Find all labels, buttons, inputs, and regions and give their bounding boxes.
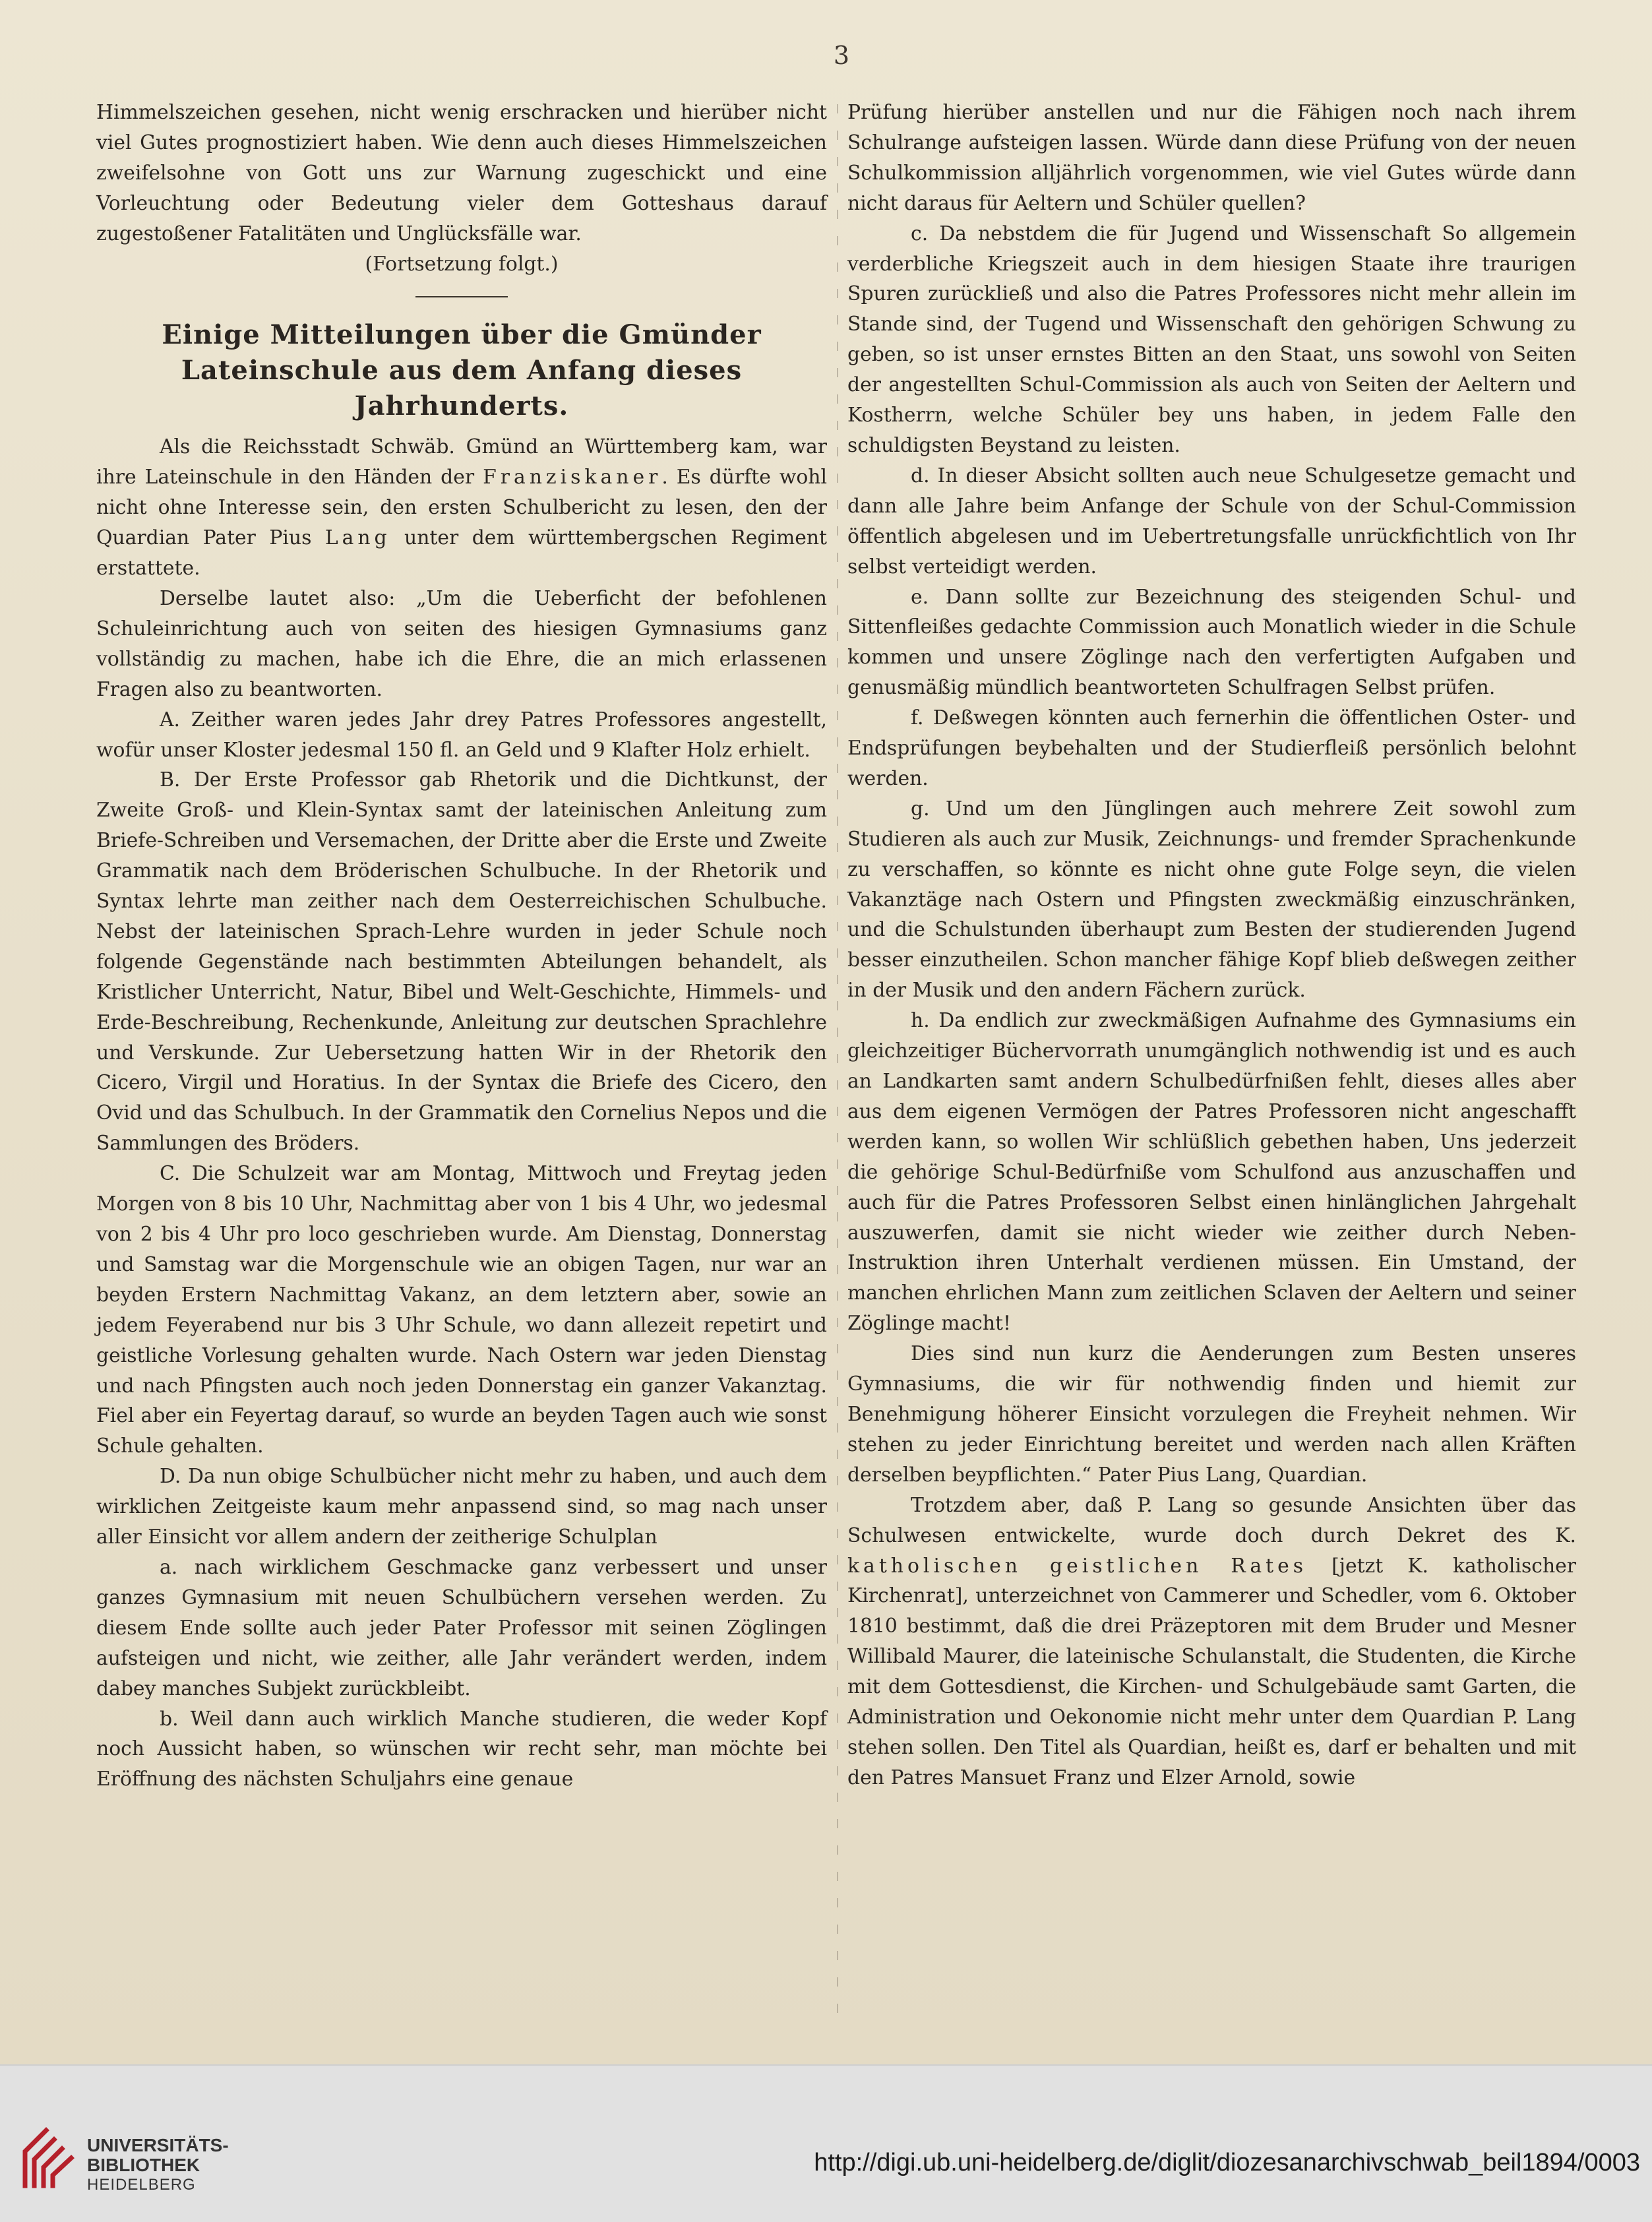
text-run: Trotzdem aber, daß P. Lang so gesunde Ansichten über das Schulwesen entwickelte, wurde doch durch Dekret des K. [847,1493,1576,1547]
paragraph: Dies sind nun kurz die Aenderungen zum Besten unseres Gymnasiums, die wir für nothwendig finden und hiemit zur Benehmigung höherer Einsicht vorzulegen die Freyheit nehmen. Wir stehen zu jeder Einrichtung bereitet und werden nach allen Kräften derselben beypflichten.“ Pater Pius Lang, Quardian. [847,1342,1576,1487]
paragraph: b. Weil dann auch wirklich Manche studieren, die weder Kopf noch Aussicht haben, so wünschen wir recht sehr, man möchte bei Eröffnung des nächsten Schuljahrs eine genaue [96,1707,827,1791]
text-run: unter dem württembergschen Regiment erstattete. [96,526,827,580]
spaced-name: Lang [324,526,391,550]
library-name [87,2136,229,2195]
paragraph: Himmelszeichen gesehen, nicht wenig erschracken und hierüber nicht viel Gutes prognostiziert haben. Wie denn auch dieses Himmelszeichen zweifelsohne von Gott uns zur Warnung zugeschickt und eine Vorleuchtung oder Bedeutung vieler dem Gotteshaus darauf zugestoßener Fatalitäten und Unglücksfälle war. [96,101,827,245]
column-divider [837,104,838,2017]
university-library-logo-icon [20,2125,76,2191]
spaced-emphasis: Franziskaner [483,466,662,489]
paragraph: a. nach wirklichem Geschmacke ganz verbessert und unser ganzes Gymnasium mit neuen Schulbüchern versehen werden. Zu diesem Ende sollte auch jeder Pater Professor mit seinen Zöglingen aufsteigen und nicht, wie zeither, alle Jahr verändert werden, indem dabey manches Subjekt zurückbleibt. [96,1555,827,1700]
paragraph: h. Da endlich zur zweckmäßigen Aufnahme des Gymnasiums ein gleichzeitiger Büchervorrath unumgänglich nothwendig ist und es auch an Landkarten samt andern Schulbedürfnißen fehlt, dieses alles aber aus dem eigenen Vermögen der Patres Professoren nicht angeschafft werden kann, so wollen Wir schlüßlich gebethen haben, Uns jederzeit die gehörige Schul-Bedürfniße vom Schulfond aus anzuschaffen und auch für die Patres Professoren Selbst einen hinlänglichen Jahrgehalt auszuwerfen, damit sie nicht wieder wie zeither durch Neben-Instruktion ihren Unterhalt verdienen müssen. Ein Umstand, der manchen ehrlichen Mann zum zeitlichen Sclaven der Aeltern und seiner Zöglinge macht! [847,1009,1576,1336]
library-name-line: UNIVERSITÄTS- [87,2135,229,2155]
library-name-line: HEIDELBERG [87,2176,196,2194]
paragraph: C. Die Schulzeit war am Montag, Mittwoch und Freytag jeden Morgen von 8 bis 10 Uhr, Nachmittag aber von 1 bis 4 Uhr, wo jedesmal von 2 bis 4 Uhr pro loco geschrieben wurde. Am Dienstag, Donnerstag und Samstag war die Morgenschule wie an obigen Tagen, nur war an beyden Erstern Nachmittag Vakanz, an dem letztern aber, sowie an jedem Feyerabend nur bis 3 Uhr Schule, wo dann allezeit repetirt und geistliche Vorlesung gehalten wurde. Nach Ostern war jeden Dienstag und nach Pfingsten auch noch jeden Donnerstag ein ganzer Vakanztag. Fiel aber ein Feyertag darauf, so wurde an beyden Tagen auch wie sonst Schule gehalten. [96,1162,827,1458]
article-heading: Einige Mitteilungen über die Gmünder Lateinschule aus dem Anfang dieses Jahrhunderts. [162,319,762,422]
text-run: [jetzt K. katholischer Kirchenrat], unterzeichnet von Cammerer und Schedler, vom 6. Oktober 1810 bestimmt, daß die drei Präzeptoren mit dem Bruder und Mesner Willibald Maurer, die lateinische Schulanstalt, die Studenten, die Kirche mit dem Gottesdienst, die Kirchen- und Schulgebäude samt Garten, die Administration und Oekonomie nicht mehr unter dem Quardian P. Lang stehen sollen. Den Titel als Quardian, heißt es, darf er behalten und mit den Patres Mansuet Franz und Elzer Arnold, sowie [847,1554,1577,1789]
section-rule [415,296,508,297]
paragraph: A. Zeither waren jedes Jahr drey Patres Professores angestellt, wofür unser Kloster jedesmal 150 fl. an Geld und 9 Klafter Holz erhielt. [96,708,827,762]
paragraph: g. Und um den Jünglingen auch mehrere Zeit sowohl zum Studieren als auch zur Musik, Zeichnungs- und fremder Sprachenkunde zu verschaffen, so könnte es nicht ohne gute Folge seyn, die vielen Vakanztäge nach Ostern und Pfingsten zweckmäßig einzuschränken, und die Schulstunden überhaupt zum Besten der studierenden Jugend besser einzutheilen. Schon mancher fähige Kopf blieb deßwegen zeither in der Musik und den andern Fächern zurück. [847,797,1576,1003]
paragraph: B. Der Erste Professor gab Rhetorik und die Dichtkunst, der Zweite Groß- und Klein-Syntax samt der lateinischen Anleitung zum Briefe-Schreiben und Versemachen, der Dritte aber die Erste und Zweite Grammatik nach dem Bröderischen Schulbuche. In der Rhetorik und Syntax lehrte man zeither nach dem Oesterreichischen Schulbuche. Nebst der lateinischen Sprach-Lehre wurden in jeder Schule noch folgende Gegenstände nach bestimmten Abteilungen behandelt, als Kristlicher Unterricht, Natur, Bibel und Welt-Geschichte, Himmels- und Erde-Beschreibung, Rechenkunde, Anleitung zur deutschen Sprachlehre und Verskunde. Zur Uebersetzung hatten Wir in der Rhetorik den Cicero, Virgil und Horatius. In der Syntax die Briefe des Cicero, den Ovid und das Schulbuch. In der Grammatik den Cornelius Nepos und die Sammlungen des Bröders. [96,768,827,1156]
footer-bar [0,2064,1652,2222]
source-url-link[interactable]: http://digi.ub.uni-heidelberg.de/diglit/diozesanarchivschwab_beil1894/0003 [814,2149,1640,2176]
continuation-note: (Fortsetzung folgt.) [365,252,559,276]
paragraph: Prüfung hierüber anstellen und nur die Fähigen noch nach ihrem Schulrange aufsteigen lassen. Würde dann diese Prüfung von der neuen Schulkommission alljährlich vorgenommen, wie viel Gutes würde dann nicht daraus für Aeltern und Schüler quellen? [847,101,1576,215]
paragraph: D. Da nun obige Schulbücher nicht mehr zu haben, und auch dem wirklichen Zeitgeiste kaum mehr anpassend sind, so mag nach unser aller Einsicht vor allem andern der zeitherige Schulplan [96,1465,827,1549]
paragraph [96,432,827,584]
library-name-line: BIBLIOTHEK [87,2155,200,2175]
paragraph: Derselbe lautet also: „Um die Ueberficht der befohlenen Schuleinrichtung auch von seiten des hiesigen Gymnasiums ganz vollständig zu machen, habe ich die Ehre, die an mich erlassenen Fragen also zu beantworten. [96,586,827,701]
paragraph: e. Dann sollte zur Bezeichnung des steigenden Schul- und Sittenfleißes gedachte Commission auch Monatlich wieder in die Schule kommen und unsere Zöglinge nach den verfertigten Aufgaben und genusmäßig mündlich beantworteten Schulfragen Selbst prüfen. [847,585,1576,700]
paragraph: f. Deßwegen könnten auch fernerhin die öffentlichen Oster- und Endsprüfungen beybehalten und der Studierfleiß persönlich belohnt werden. [847,706,1576,790]
page-number: 3 [833,41,850,70]
right-column [847,98,1576,1793]
left-column [96,98,827,1795]
paragraph [847,1491,1576,1793]
paragraph: c. Da nebstdem die für Jugend und Wissenschaft So allgemein verderbliche Kriegszeit auch in dem hiesigen Staate ihre traurigen Spuren zurückließ und also die Patres Professores nicht mehr allein im Stande sind, der Tugend und Wissenschaft den gehörigen Schwung zu geben, so ist unser ernstes Bitten an den Staat, uns sowohl von Seiten der angestellten Schul-Commission als auch von Seiten der Aeltern und Kostherrn, welche Schüler bey uns haben, in jedem Falle den schuldigsten Beystand zu leisten. [847,222,1576,457]
text-run: Als die Reichsstadt Schwäb. Gmünd an Württemberg kam, war ihre Lateinschule in den Händen der [96,435,827,489]
spaced-emphasis: katholischen geistlichen Rates [847,1554,1308,1578]
text-run: . Es dürfte wohl nicht ohne Interesse sein, den ersten Schulbericht zu lesen, den der Quardian Pater Pius [96,466,827,550]
paragraph: d. In dieser Absicht sollten auch neue Schulgesetze gemacht und dann alle Jahre beim Anfange der Schule von der Schul-Commission öffentlich abgelesen und im Uebertretungsfalle unrückfichtlich von Ihr selbst verteidigt werden. [847,464,1576,578]
